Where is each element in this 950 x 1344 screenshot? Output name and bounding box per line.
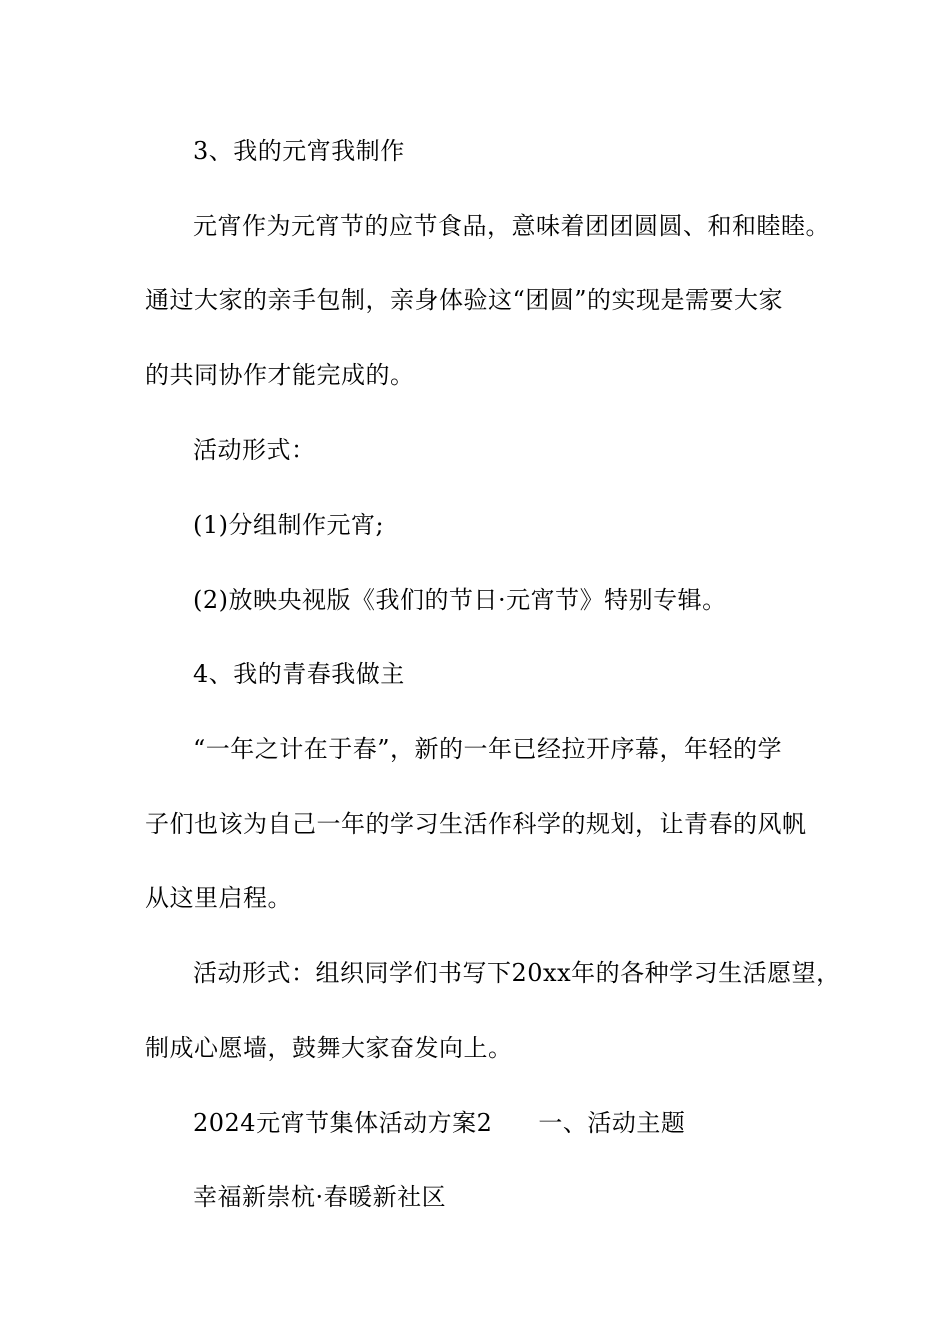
paragraph-2-line-2: 子们也该为自己一年的学习生活作科学的规划，让青春的风帆	[145, 810, 807, 838]
list-item-2: (2)放映央视版《我们的节日·元宵节》特别专辑。	[193, 586, 727, 614]
section-heading-4: 4、我的青春我做主	[193, 660, 405, 688]
paragraph-2-line-3: 从这里启程。	[145, 884, 292, 912]
list-item-1: (1)分组制作元宵;	[193, 511, 385, 539]
paragraph-3-line-2: 制成心愿墙，鼓舞大家奋发向上。	[145, 1034, 513, 1062]
section-heading-3: 3、我的元宵我制作	[193, 137, 405, 165]
paragraph-1-line-1: 元宵作为元宵节的应节食品，意味着团团圆圆、和和睦睦。	[193, 212, 830, 240]
paragraph-1-line-2: 通过大家的亲手包制，亲身体验这“团圆”的实现是需要大家	[145, 286, 784, 314]
activity-theme: 幸福新崇杭·春暖新社区	[193, 1183, 447, 1211]
plan-title: 2024元宵节集体活动方案2	[193, 1109, 493, 1137]
paragraph-3-line-1: 活动形式：组织同学们书写下20xx年的各种学习生活愿望，	[193, 959, 841, 987]
plan-title-row	[193, 1108, 893, 1138]
paragraph-1-line-3: 的共同协作才能完成的。	[145, 361, 415, 389]
section-one-heading: 一、活动主题	[538, 1109, 686, 1137]
paragraph-2-line-1: “一年之计在于春”，新的一年已经拉开序幕，年轻的学	[193, 735, 783, 763]
activity-form-label: 活动形式：	[193, 436, 316, 464]
